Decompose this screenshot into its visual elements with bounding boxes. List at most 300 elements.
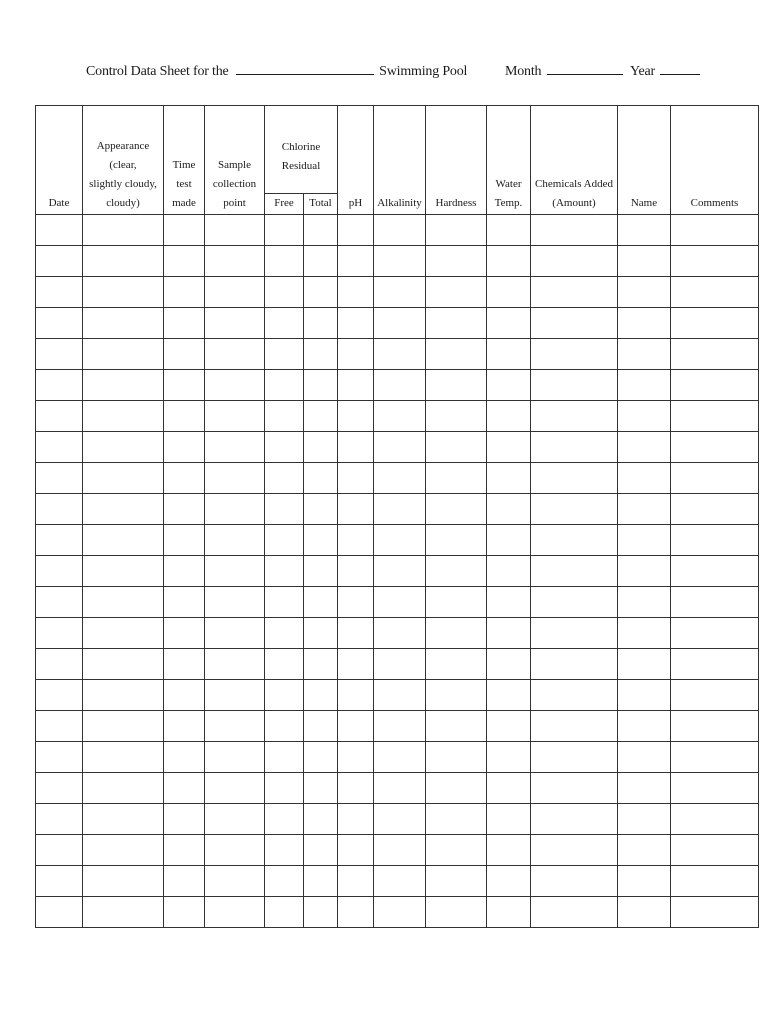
- entry-cell[interactable]: [338, 494, 374, 525]
- entry-cell[interactable]: [83, 866, 164, 897]
- entry-cell[interactable]: [205, 773, 265, 804]
- entry-cell[interactable]: [304, 711, 338, 742]
- entry-cell[interactable]: [374, 742, 426, 773]
- entry-cell[interactable]: [205, 525, 265, 556]
- entry-cell[interactable]: [36, 866, 83, 897]
- entry-cell[interactable]: [83, 308, 164, 339]
- entry-cell[interactable]: [164, 556, 205, 587]
- entry-cell[interactable]: [338, 835, 374, 866]
- entry-cell[interactable]: [304, 246, 338, 277]
- entry-cell[interactable]: [487, 339, 531, 370]
- entry-cell[interactable]: [531, 804, 618, 835]
- entry-cell[interactable]: [164, 308, 205, 339]
- entry-cell[interactable]: [338, 277, 374, 308]
- entry-cell[interactable]: [618, 215, 671, 246]
- entry-cell[interactable]: [671, 277, 759, 308]
- entry-cell[interactable]: [304, 401, 338, 432]
- entry-cell[interactable]: [36, 742, 83, 773]
- entry-cell[interactable]: [487, 587, 531, 618]
- entry-cell[interactable]: [338, 649, 374, 680]
- entry-cell[interactable]: [164, 773, 205, 804]
- entry-cell[interactable]: [164, 525, 205, 556]
- entry-cell[interactable]: [164, 215, 205, 246]
- entry-cell[interactable]: [83, 742, 164, 773]
- entry-cell[interactable]: [36, 897, 83, 928]
- entry-cell[interactable]: [338, 897, 374, 928]
- entry-cell[interactable]: [83, 587, 164, 618]
- entry-cell[interactable]: [671, 587, 759, 618]
- entry-cell[interactable]: [338, 618, 374, 649]
- entry-cell[interactable]: [618, 649, 671, 680]
- entry-cell[interactable]: [487, 711, 531, 742]
- entry-cell[interactable]: [164, 835, 205, 866]
- entry-cell[interactable]: [374, 556, 426, 587]
- entry-cell[interactable]: [83, 246, 164, 277]
- entry-cell[interactable]: [304, 308, 338, 339]
- entry-cell[interactable]: [531, 494, 618, 525]
- entry-cell[interactable]: [36, 587, 83, 618]
- entry-cell[interactable]: [164, 711, 205, 742]
- entry-cell[interactable]: [426, 525, 487, 556]
- entry-cell[interactable]: [671, 680, 759, 711]
- entry-cell[interactable]: [374, 370, 426, 401]
- entry-cell[interactable]: [374, 680, 426, 711]
- entry-cell[interactable]: [265, 649, 304, 680]
- entry-cell[interactable]: [304, 897, 338, 928]
- entry-cell[interactable]: [374, 432, 426, 463]
- entry-cell[interactable]: [426, 804, 487, 835]
- entry-cell[interactable]: [671, 556, 759, 587]
- entry-cell[interactable]: [374, 494, 426, 525]
- entry-cell[interactable]: [338, 525, 374, 556]
- entry-cell[interactable]: [618, 711, 671, 742]
- entry-cell[interactable]: [265, 463, 304, 494]
- entry-cell[interactable]: [36, 649, 83, 680]
- entry-cell[interactable]: [618, 246, 671, 277]
- entry-cell[interactable]: [426, 339, 487, 370]
- entry-cell[interactable]: [671, 339, 759, 370]
- entry-cell[interactable]: [338, 711, 374, 742]
- entry-cell[interactable]: [487, 463, 531, 494]
- entry-cell[interactable]: [304, 587, 338, 618]
- entry-cell[interactable]: [304, 370, 338, 401]
- entry-cell[interactable]: [304, 463, 338, 494]
- entry-cell[interactable]: [487, 742, 531, 773]
- entry-cell[interactable]: [36, 401, 83, 432]
- entry-cell[interactable]: [205, 835, 265, 866]
- entry-cell[interactable]: [426, 618, 487, 649]
- entry-cell[interactable]: [265, 215, 304, 246]
- entry-cell[interactable]: [205, 866, 265, 897]
- entry-cell[interactable]: [205, 308, 265, 339]
- entry-cell[interactable]: [338, 587, 374, 618]
- entry-cell[interactable]: [164, 246, 205, 277]
- entry-cell[interactable]: [265, 587, 304, 618]
- entry-cell[interactable]: [265, 432, 304, 463]
- entry-cell[interactable]: [487, 866, 531, 897]
- entry-cell[interactable]: [164, 618, 205, 649]
- entry-cell[interactable]: [531, 556, 618, 587]
- entry-cell[interactable]: [426, 494, 487, 525]
- entry-cell[interactable]: [531, 742, 618, 773]
- entry-cell[interactable]: [304, 866, 338, 897]
- entry-cell[interactable]: [205, 339, 265, 370]
- entry-cell[interactable]: [426, 773, 487, 804]
- entry-cell[interactable]: [265, 556, 304, 587]
- entry-cell[interactable]: [205, 277, 265, 308]
- entry-cell[interactable]: [426, 649, 487, 680]
- entry-cell[interactable]: [618, 742, 671, 773]
- entry-cell[interactable]: [531, 432, 618, 463]
- entry-cell[interactable]: [304, 773, 338, 804]
- entry-cell[interactable]: [205, 742, 265, 773]
- entry-cell[interactable]: [374, 649, 426, 680]
- entry-cell[interactable]: [36, 494, 83, 525]
- entry-cell[interactable]: [374, 339, 426, 370]
- entry-cell[interactable]: [671, 215, 759, 246]
- entry-cell[interactable]: [531, 215, 618, 246]
- entry-cell[interactable]: [265, 308, 304, 339]
- entry-cell[interactable]: [618, 401, 671, 432]
- entry-cell[interactable]: [531, 463, 618, 494]
- entry-cell[interactable]: [36, 370, 83, 401]
- entry-cell[interactable]: [83, 618, 164, 649]
- entry-cell[interactable]: [426, 277, 487, 308]
- entry-cell[interactable]: [426, 308, 487, 339]
- entry-cell[interactable]: [205, 587, 265, 618]
- entry-cell[interactable]: [304, 556, 338, 587]
- entry-cell[interactable]: [618, 370, 671, 401]
- entry-cell[interactable]: [205, 804, 265, 835]
- entry-cell[interactable]: [83, 215, 164, 246]
- entry-cell[interactable]: [205, 215, 265, 246]
- entry-cell[interactable]: [338, 370, 374, 401]
- entry-cell[interactable]: [265, 277, 304, 308]
- entry-cell[interactable]: [304, 835, 338, 866]
- entry-cell[interactable]: [618, 525, 671, 556]
- entry-cell[interactable]: [374, 277, 426, 308]
- entry-cell[interactable]: [164, 649, 205, 680]
- entry-cell[interactable]: [164, 401, 205, 432]
- entry-cell[interactable]: [83, 277, 164, 308]
- entry-cell[interactable]: [36, 680, 83, 711]
- entry-cell[interactable]: [164, 897, 205, 928]
- entry-cell[interactable]: [338, 308, 374, 339]
- entry-cell[interactable]: [671, 494, 759, 525]
- entry-cell[interactable]: [164, 277, 205, 308]
- entry-cell[interactable]: [531, 835, 618, 866]
- entry-cell[interactable]: [205, 463, 265, 494]
- entry-cell[interactable]: [36, 556, 83, 587]
- entry-cell[interactable]: [618, 556, 671, 587]
- entry-cell[interactable]: [338, 339, 374, 370]
- entry-cell[interactable]: [265, 494, 304, 525]
- entry-cell[interactable]: [164, 463, 205, 494]
- entry-cell[interactable]: [36, 773, 83, 804]
- entry-cell[interactable]: [164, 370, 205, 401]
- entry-cell[interactable]: [487, 804, 531, 835]
- entry-cell[interactable]: [671, 401, 759, 432]
- entry-cell[interactable]: [205, 649, 265, 680]
- entry-cell[interactable]: [265, 804, 304, 835]
- entry-cell[interactable]: [487, 432, 531, 463]
- entry-cell[interactable]: [83, 804, 164, 835]
- entry-cell[interactable]: [338, 866, 374, 897]
- entry-cell[interactable]: [618, 494, 671, 525]
- entry-cell[interactable]: [671, 866, 759, 897]
- month-blank[interactable]: [547, 61, 623, 75]
- entry-cell[interactable]: [36, 339, 83, 370]
- entry-cell[interactable]: [265, 370, 304, 401]
- entry-cell[interactable]: [265, 525, 304, 556]
- entry-cell[interactable]: [83, 680, 164, 711]
- entry-cell[interactable]: [304, 804, 338, 835]
- entry-cell[interactable]: [487, 618, 531, 649]
- entry-cell[interactable]: [338, 680, 374, 711]
- entry-cell[interactable]: [487, 246, 531, 277]
- entry-cell[interactable]: [618, 804, 671, 835]
- entry-cell[interactable]: [338, 401, 374, 432]
- entry-cell[interactable]: [265, 897, 304, 928]
- entry-cell[interactable]: [671, 246, 759, 277]
- entry-cell[interactable]: [618, 773, 671, 804]
- entry-cell[interactable]: [531, 711, 618, 742]
- entry-cell[interactable]: [338, 463, 374, 494]
- entry-cell[interactable]: [671, 649, 759, 680]
- entry-cell[interactable]: [618, 897, 671, 928]
- entry-cell[interactable]: [671, 835, 759, 866]
- entry-cell[interactable]: [164, 494, 205, 525]
- entry-cell[interactable]: [426, 401, 487, 432]
- entry-cell[interactable]: [671, 742, 759, 773]
- entry-cell[interactable]: [83, 370, 164, 401]
- entry-cell[interactable]: [205, 401, 265, 432]
- entry-cell[interactable]: [83, 773, 164, 804]
- entry-cell[interactable]: [374, 804, 426, 835]
- entry-cell[interactable]: [618, 680, 671, 711]
- entry-cell[interactable]: [426, 835, 487, 866]
- entry-cell[interactable]: [671, 773, 759, 804]
- entry-cell[interactable]: [83, 897, 164, 928]
- entry-cell[interactable]: [205, 897, 265, 928]
- entry-cell[interactable]: [36, 246, 83, 277]
- entry-cell[interactable]: [426, 463, 487, 494]
- entry-cell[interactable]: [338, 215, 374, 246]
- entry-cell[interactable]: [374, 711, 426, 742]
- entry-cell[interactable]: [83, 401, 164, 432]
- entry-cell[interactable]: [265, 711, 304, 742]
- entry-cell[interactable]: [83, 339, 164, 370]
- entry-cell[interactable]: [671, 618, 759, 649]
- entry-cell[interactable]: [618, 339, 671, 370]
- entry-cell[interactable]: [374, 525, 426, 556]
- entry-cell[interactable]: [671, 897, 759, 928]
- entry-cell[interactable]: [671, 370, 759, 401]
- pool-name-blank[interactable]: [236, 61, 374, 75]
- entry-cell[interactable]: [531, 308, 618, 339]
- entry-cell[interactable]: [164, 432, 205, 463]
- entry-cell[interactable]: [374, 835, 426, 866]
- entry-cell[interactable]: [618, 277, 671, 308]
- entry-cell[interactable]: [338, 556, 374, 587]
- entry-cell[interactable]: [531, 277, 618, 308]
- entry-cell[interactable]: [265, 339, 304, 370]
- entry-cell[interactable]: [83, 711, 164, 742]
- entry-cell[interactable]: [374, 773, 426, 804]
- entry-cell[interactable]: [304, 680, 338, 711]
- entry-cell[interactable]: [618, 587, 671, 618]
- entry-cell[interactable]: [618, 866, 671, 897]
- entry-cell[interactable]: [487, 835, 531, 866]
- entry-cell[interactable]: [531, 339, 618, 370]
- entry-cell[interactable]: [618, 308, 671, 339]
- entry-cell[interactable]: [531, 618, 618, 649]
- entry-cell[interactable]: [671, 308, 759, 339]
- entry-cell[interactable]: [487, 649, 531, 680]
- entry-cell[interactable]: [36, 804, 83, 835]
- entry-cell[interactable]: [671, 711, 759, 742]
- entry-cell[interactable]: [426, 711, 487, 742]
- entry-cell[interactable]: [374, 308, 426, 339]
- entry-cell[interactable]: [374, 587, 426, 618]
- entry-cell[interactable]: [164, 587, 205, 618]
- entry-cell[interactable]: [531, 246, 618, 277]
- entry-cell[interactable]: [265, 773, 304, 804]
- entry-cell[interactable]: [205, 246, 265, 277]
- entry-cell[interactable]: [205, 556, 265, 587]
- entry-cell[interactable]: [426, 587, 487, 618]
- entry-cell[interactable]: [487, 773, 531, 804]
- entry-cell[interactable]: [487, 525, 531, 556]
- entry-cell[interactable]: [487, 215, 531, 246]
- entry-cell[interactable]: [304, 649, 338, 680]
- entry-cell[interactable]: [265, 866, 304, 897]
- entry-cell[interactable]: [265, 742, 304, 773]
- entry-cell[interactable]: [83, 432, 164, 463]
- entry-cell[interactable]: [36, 835, 83, 866]
- entry-cell[interactable]: [265, 246, 304, 277]
- entry-cell[interactable]: [304, 742, 338, 773]
- entry-cell[interactable]: [487, 897, 531, 928]
- entry-cell[interactable]: [374, 401, 426, 432]
- entry-cell[interactable]: [36, 277, 83, 308]
- entry-cell[interactable]: [304, 525, 338, 556]
- entry-cell[interactable]: [487, 494, 531, 525]
- entry-cell[interactable]: [531, 680, 618, 711]
- entry-cell[interactable]: [304, 277, 338, 308]
- entry-cell[interactable]: [374, 246, 426, 277]
- entry-cell[interactable]: [426, 432, 487, 463]
- entry-cell[interactable]: [83, 494, 164, 525]
- entry-cell[interactable]: [83, 835, 164, 866]
- entry-cell[interactable]: [531, 773, 618, 804]
- entry-cell[interactable]: [487, 556, 531, 587]
- entry-cell[interactable]: [83, 525, 164, 556]
- entry-cell[interactable]: [36, 618, 83, 649]
- entry-cell[interactable]: [304, 432, 338, 463]
- entry-cell[interactable]: [304, 494, 338, 525]
- entry-cell[interactable]: [426, 556, 487, 587]
- entry-cell[interactable]: [618, 618, 671, 649]
- entry-cell[interactable]: [205, 618, 265, 649]
- entry-cell[interactable]: [487, 370, 531, 401]
- entry-cell[interactable]: [531, 370, 618, 401]
- entry-cell[interactable]: [531, 897, 618, 928]
- entry-cell[interactable]: [671, 525, 759, 556]
- entry-cell[interactable]: [671, 804, 759, 835]
- entry-cell[interactable]: [531, 866, 618, 897]
- entry-cell[interactable]: [531, 401, 618, 432]
- entry-cell[interactable]: [338, 742, 374, 773]
- entry-cell[interactable]: [426, 215, 487, 246]
- entry-cell[interactable]: [531, 587, 618, 618]
- entry-cell[interactable]: [671, 432, 759, 463]
- entry-cell[interactable]: [265, 618, 304, 649]
- entry-cell[interactable]: [36, 432, 83, 463]
- entry-cell[interactable]: [36, 308, 83, 339]
- entry-cell[interactable]: [426, 246, 487, 277]
- entry-cell[interactable]: [164, 742, 205, 773]
- entry-cell[interactable]: [304, 339, 338, 370]
- entry-cell[interactable]: [164, 804, 205, 835]
- entry-cell[interactable]: [164, 866, 205, 897]
- entry-cell[interactable]: [426, 742, 487, 773]
- entry-cell[interactable]: [205, 680, 265, 711]
- entry-cell[interactable]: [338, 804, 374, 835]
- entry-cell[interactable]: [618, 432, 671, 463]
- entry-cell[interactable]: [164, 680, 205, 711]
- year-blank[interactable]: [660, 61, 700, 75]
- entry-cell[interactable]: [304, 215, 338, 246]
- entry-cell[interactable]: [36, 711, 83, 742]
- entry-cell[interactable]: [531, 525, 618, 556]
- entry-cell[interactable]: [36, 463, 83, 494]
- entry-cell[interactable]: [265, 401, 304, 432]
- entry-cell[interactable]: [338, 432, 374, 463]
- entry-cell[interactable]: [338, 246, 374, 277]
- entry-cell[interactable]: [338, 773, 374, 804]
- entry-cell[interactable]: [374, 866, 426, 897]
- entry-cell[interactable]: [205, 370, 265, 401]
- entry-cell[interactable]: [265, 680, 304, 711]
- entry-cell[interactable]: [205, 432, 265, 463]
- entry-cell[interactable]: [426, 897, 487, 928]
- entry-cell[interactable]: [36, 525, 83, 556]
- entry-cell[interactable]: [618, 835, 671, 866]
- entry-cell[interactable]: [265, 835, 304, 866]
- entry-cell[interactable]: [487, 680, 531, 711]
- entry-cell[interactable]: [487, 277, 531, 308]
- entry-cell[interactable]: [426, 370, 487, 401]
- entry-cell[interactable]: [36, 215, 83, 246]
- entry-cell[interactable]: [487, 308, 531, 339]
- entry-cell[interactable]: [618, 463, 671, 494]
- entry-cell[interactable]: [426, 866, 487, 897]
- entry-cell[interactable]: [205, 494, 265, 525]
- entry-cell[interactable]: [671, 463, 759, 494]
- entry-cell[interactable]: [374, 618, 426, 649]
- entry-cell[interactable]: [374, 215, 426, 246]
- entry-cell[interactable]: [83, 649, 164, 680]
- entry-cell[interactable]: [374, 897, 426, 928]
- entry-cell[interactable]: [83, 463, 164, 494]
- entry-cell[interactable]: [426, 680, 487, 711]
- entry-cell[interactable]: [531, 649, 618, 680]
- entry-cell[interactable]: [164, 339, 205, 370]
- entry-cell[interactable]: [374, 463, 426, 494]
- entry-cell[interactable]: [83, 556, 164, 587]
- entry-cell[interactable]: [487, 401, 531, 432]
